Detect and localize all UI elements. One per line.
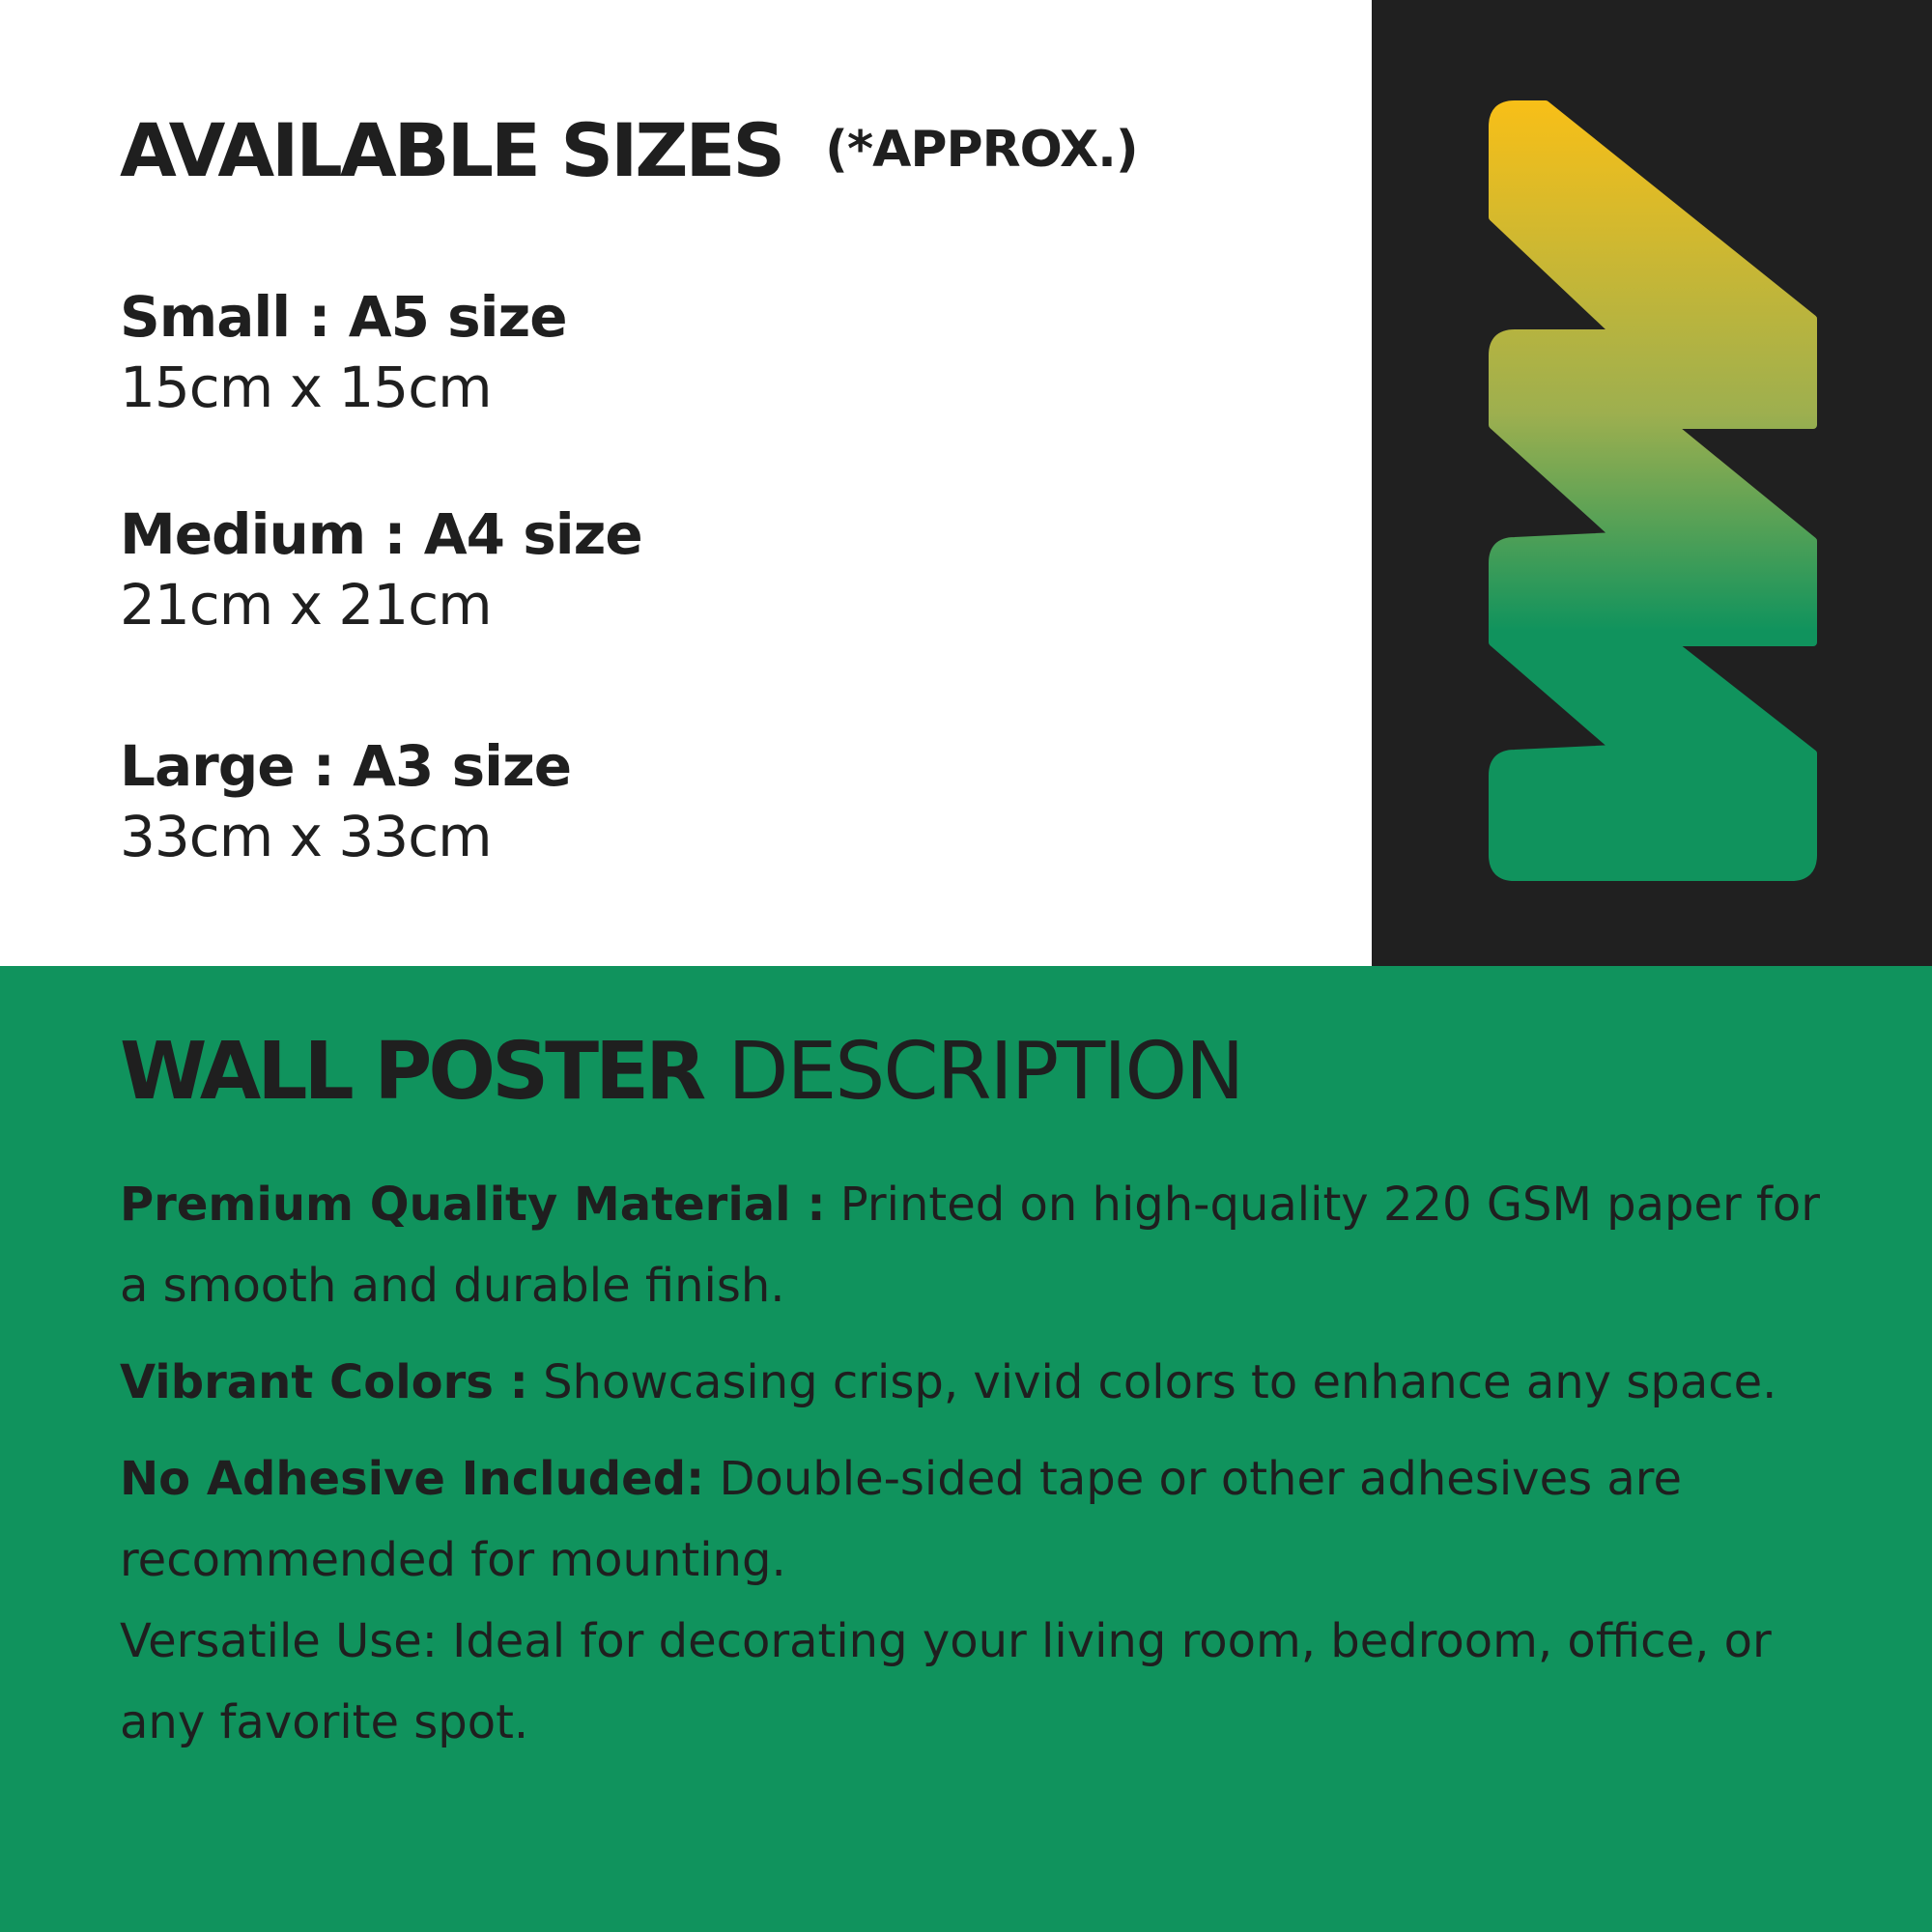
description-item-key: Vibrant Colors : [120,1355,528,1409]
description-item-text: Versatile Use: Ideal for decorating your living room, bedroom, office, or any favorite spot. [120,1614,1772,1749]
sizes-approx-note: (*APPROX.) [825,121,1138,179]
logo-shape [1492,104,1813,877]
size-label: Small : A5 size [120,284,567,350]
description-item [120,1601,1839,1763]
description-title-bold: WALL POSTER [120,1026,703,1118]
description-list [120,1164,1839,1763]
size-label: Large : A3 size [120,733,572,799]
size-option-small [120,281,567,422]
description-item-key: Premium Quality Material : [120,1178,826,1232]
description-item-text: Double-sided tape or other adhesives are recommended for mounting. [120,1452,1682,1587]
description-item-key: No Adhesive Included: [120,1452,705,1506]
description-item-text: Showcasing crisp, vivid colors to enhance any space. [543,1355,1777,1409]
description-item [120,1438,1839,1601]
size-dimensions: 15cm x 15cm [120,355,492,420]
size-label: Medium : A4 size [120,501,642,567]
description-title-light: DESCRIPTION [727,1026,1243,1118]
description-item-text: Printed on high-quality 220 GSM paper for a smooth and durable finish. [120,1178,1821,1313]
sizes-heading [120,107,1138,193]
description-item [120,1342,1839,1423]
sizes-title: AVAILABLE SIZES [120,107,783,193]
description-item [120,1164,1839,1326]
size-option-medium [120,498,642,639]
zigzag-w-logo-icon [1478,97,1826,889]
size-dimensions: 33cm x 33cm [120,804,492,869]
description-heading [120,1026,1243,1118]
size-dimensions: 21cm x 21cm [120,572,492,638]
size-option-large [120,730,571,871]
